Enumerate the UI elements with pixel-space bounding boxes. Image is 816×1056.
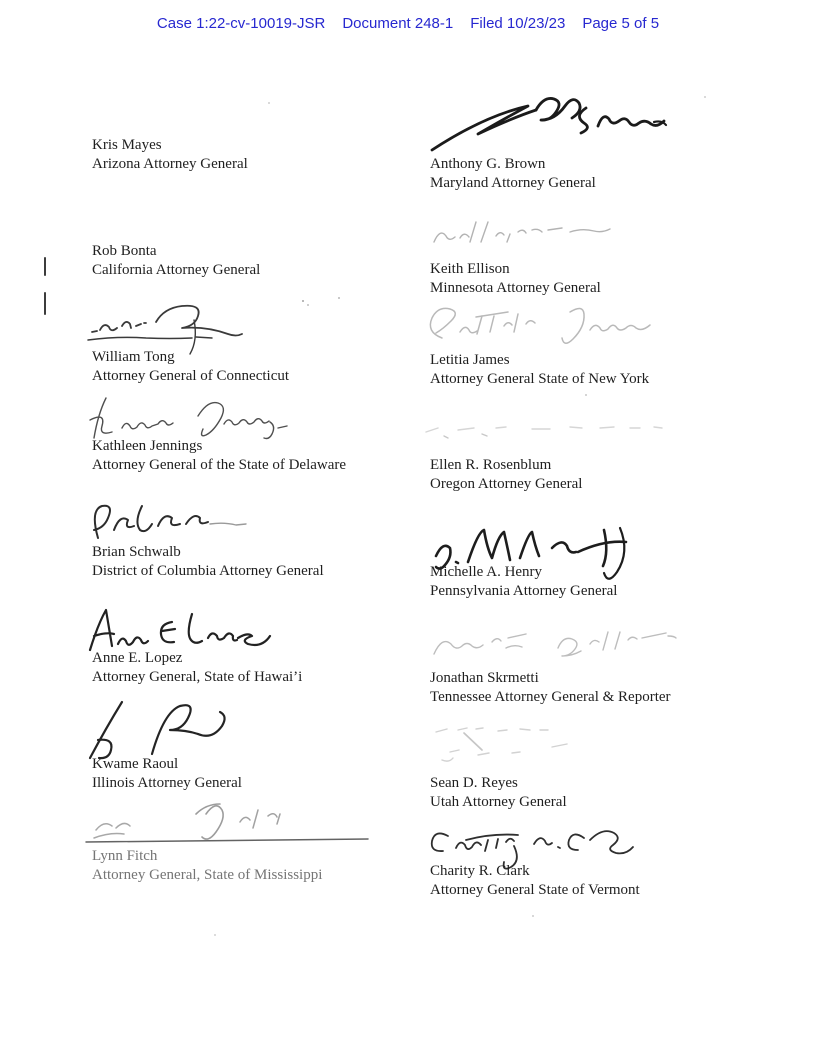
signer-block-new-york [430, 351, 649, 388]
signature-letitia-james [424, 302, 669, 350]
signer-title: Minnesota Attorney General [430, 279, 601, 296]
signer-title: Attorney General of Connecticut [92, 367, 290, 384]
signer-name: William Tong [92, 349, 175, 365]
signer-title: Attorney General State of New York [430, 370, 650, 387]
signer-block-pennsylvania [430, 563, 617, 600]
signer-block-vermont [430, 862, 640, 899]
signer-block-arizona [92, 136, 248, 173]
signer-title: Maryland Attorney General [430, 174, 596, 191]
ecf-header-stamp [0, 15, 816, 32]
signature-charity-clark [428, 818, 643, 868]
signature-jonathan-skrmetti [428, 620, 678, 664]
signer-block-california [92, 242, 260, 279]
scan-specks [0, 0, 2, 2]
signer-block-utah [430, 774, 567, 811]
stamp-page-number: Page 5 of 5 [582, 15, 660, 32]
signer-block-illinois [92, 755, 242, 792]
signature-anne-e-lopez [86, 604, 266, 654]
signer-name: Anne E. Lopez [92, 650, 183, 666]
stamp-case-number: Case 1:22-cv-10019-JSR [156, 15, 326, 32]
signer-name: Sean D. Reyes [430, 775, 518, 791]
signer-name: Lynn Fitch [92, 848, 158, 864]
signer-block-maryland [430, 155, 596, 192]
signer-block-delaware [92, 437, 346, 474]
margin-tick [44, 292, 46, 315]
signer-title: Arizona Attorney General [92, 155, 248, 172]
signer-title: Attorney General, State of Hawai’i [92, 668, 303, 685]
signer-block-connecticut [92, 348, 289, 385]
margin-tick [44, 257, 46, 276]
signature-sean-reyes [428, 720, 623, 764]
signer-title: District of Columbia Attorney General [92, 562, 324, 579]
signer-name: Rob Bonta [92, 243, 157, 259]
signer-title: Attorney General, State of Mississippi [92, 866, 323, 883]
signer-name: Jonathan Skrmetti [430, 670, 539, 686]
signature-anthony-g-brown [428, 92, 668, 154]
signer-block-hawaii [92, 649, 302, 686]
signer-title: Attorney General State of Vermont [430, 881, 640, 898]
signer-name: Anthony G. Brown [430, 156, 546, 172]
signer-title: California Attorney General [92, 261, 261, 278]
signer-name: Michelle A. Henry [430, 564, 543, 580]
signer-name: Kwame Raoul [92, 756, 179, 772]
signer-block-minnesota [430, 260, 601, 297]
signer-block-tennessee [430, 669, 671, 706]
signer-title: Tennessee Attorney General & Reporter [430, 688, 671, 705]
signer-title: Utah Attorney General [430, 793, 567, 810]
signer-name: Charity R. Clark [430, 863, 530, 879]
stamp-filed-date: Filed 10/23/23 [470, 15, 566, 32]
signer-title: Oregon Attorney General [430, 475, 583, 492]
signature-william-tong [86, 296, 246, 354]
signer-name: Keith Ellison [430, 261, 510, 277]
signer-block-district-of-columbia [92, 543, 324, 580]
signature-ellen-rosenblum [424, 420, 734, 438]
signature-kwame-raoul [88, 696, 263, 760]
signer-name: Letitia James [430, 352, 510, 368]
signer-title: Pennsylvania Attorney General [430, 582, 618, 599]
signer-name: Kathleen Jennings [92, 438, 203, 454]
signature-brian-schwalb [86, 498, 251, 542]
signature-keith-ellison [430, 214, 620, 252]
signer-title: Illinois Attorney General [92, 774, 242, 791]
signer-block-mississippi [92, 847, 322, 884]
stamp-document-number: Document 248-1 [342, 15, 454, 32]
signer-name: Brian Schwalb [92, 544, 181, 560]
signature-lynn-fitch [84, 796, 384, 850]
signer-title: Attorney General of the State of Delaware [92, 456, 347, 473]
signer-name: Kris Mayes [92, 137, 162, 153]
signer-name: Ellen R. Rosenblum [430, 457, 552, 473]
signer-block-oregon [430, 456, 582, 493]
